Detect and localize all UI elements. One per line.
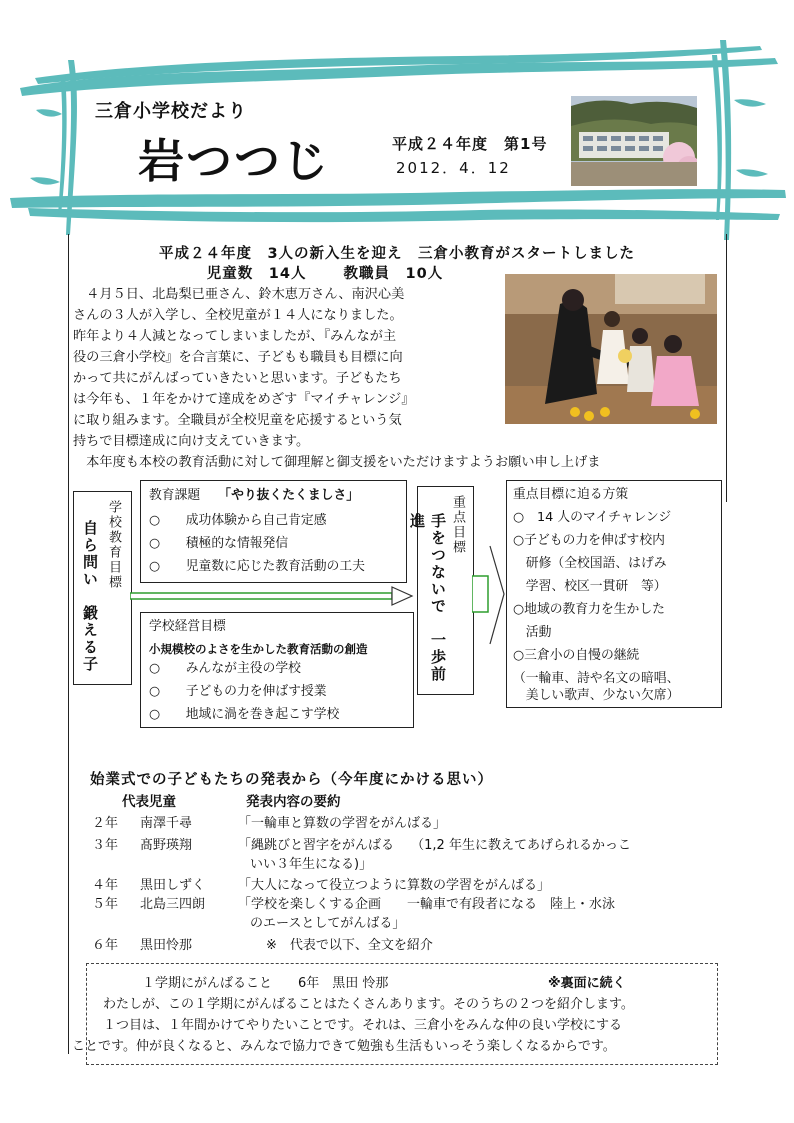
right-border-line <box>726 234 727 502</box>
article-line: さんの３人が入学し、全校児童が１４人になりました。 <box>73 308 403 323</box>
speech-name: 髙野瑛翔 <box>140 838 193 853</box>
article-subheadline: 児童数 14人 教職員 10人 <box>206 266 444 282</box>
left-border-line <box>68 234 69 1054</box>
speech-text: 「一輪車と算数の学習をがんばる」 <box>238 816 447 831</box>
measures-box <box>506 480 722 708</box>
focus-goal-label: 重点目標 <box>450 495 465 555</box>
education-task-box <box>140 480 407 583</box>
essay-line: ことです。仲が良くなると、みんなで協力できて勉強も生活もいっそう楽しくなるからです。 <box>72 1039 616 1054</box>
task-item: ○ 児童数に応じた教育活動の工夫 <box>149 559 365 574</box>
task-title: 「やり抜くたくましさ」 <box>218 488 360 503</box>
article-headline: 平成２４年度 3人の新入生を迎え 三倉小教育がスタートしました <box>158 246 636 262</box>
article-line: に取り組みます。全職員が全校児童を応援するという気 <box>73 413 402 428</box>
speech-text-continued: のエースとしてがんばる」 <box>250 916 406 931</box>
entrance-ceremony-photo <box>505 274 717 424</box>
essay-heading: １学期にがんばること 6年 黒田 怜那 <box>142 976 389 991</box>
issue-number: 平成２４年度 第1号 <box>392 135 548 153</box>
focus-goal-text: 手をつないで 一歩前進 <box>408 513 447 683</box>
school-building-photo <box>571 96 697 186</box>
management-goal-box <box>140 612 414 728</box>
column-representative: 代表児童 <box>122 794 176 810</box>
speech-text-continued: いい３年生になる)」 <box>250 857 373 872</box>
speech-text: 「縄跳びと習字をがんばる （1,2 年生に教えてあげられるかっこ <box>238 838 631 853</box>
task-item: ○ 積極的な情報発信 <box>149 536 289 551</box>
speech-name: 黒田しずく <box>140 878 206 893</box>
article-line: 役の三倉小学校』を合言葉に、子どもも職員も目標に向 <box>73 350 403 365</box>
speech-name: 黒田怜那 <box>140 938 193 953</box>
article-line: は今年も、１年をかけて達成をめざす『マイチャレンジ』 <box>73 392 415 407</box>
measure-item: ○子どもの力を伸ばす校内 <box>513 533 665 548</box>
speech-grade: ４年 <box>92 878 119 893</box>
measure-item: （一輪車、詩や名文の暗唱、 <box>513 671 680 686</box>
article-line: ４月５日、北島梨已亜さん、鈴木恵万さん、南沢心美 <box>73 287 405 302</box>
measure-item: 学習、校区一貫研 等） <box>513 579 667 594</box>
focus-goal-box <box>408 486 474 695</box>
school-goal-label: 学校教育目標 <box>106 500 121 590</box>
management-item: ○ みんなが主役の学校 <box>149 661 301 676</box>
task-label: 教育課題 <box>149 488 201 503</box>
speech-name: 南澤千尋 <box>140 816 193 831</box>
article-body <box>73 284 503 452</box>
management-item: ○ 子どもの力を伸ばす授業 <box>149 684 327 699</box>
speech-grade: ２年 <box>92 816 119 831</box>
essay-line: １つ目は、１年間かけてやりたいことです。それは、三倉小をみんな仲の良い学校にする <box>90 1018 622 1033</box>
measure-item: 研修（全校国語、はげみ <box>513 556 667 571</box>
newsletter-subtitle: 三倉小学校だより <box>95 101 247 122</box>
speech-text: ※ 代表で以下、全文を紹介 <box>266 938 433 953</box>
measure-item: ○ 14 人のマイチャレンジ <box>513 510 672 525</box>
speeches-title: 始業式での子どもたちの発表から（今年度にかける思い） <box>90 772 493 788</box>
school-goal-box <box>73 491 132 685</box>
continued-note: ※裏面に続く <box>548 976 626 991</box>
task-item: ○ 成功体験から自己肯定感 <box>149 513 327 528</box>
management-label: 学校経営目標 <box>149 619 226 634</box>
right-arrow-icon <box>130 585 414 609</box>
speech-grade: ３年 <box>92 838 119 853</box>
speech-grade: ６年 <box>92 938 119 953</box>
measure-item: 活動 <box>513 625 552 640</box>
speech-grade: ５年 <box>92 897 119 912</box>
measure-item: ○地域の教育力を生かした <box>513 602 665 617</box>
article-line: 持ちで目標達成に向け支えていきます。 <box>73 434 310 449</box>
article-line: 昨年より４人減となってしまいましたが、『みんなが主 <box>73 329 397 344</box>
issue-date: 2012．4．12 <box>396 159 511 177</box>
bracket-arrow-icon <box>472 540 506 650</box>
measure-item: ○三倉小の自慢の継続 <box>513 648 640 663</box>
essay-line: わたしが、この１学期にがんばることはたくさんあります。そのうちの２つを紹介します。 <box>90 997 634 1012</box>
speech-text: 「大人になって役立つように算数の学習をがんばる」 <box>238 878 551 893</box>
speech-name: 北島三四朗 <box>140 897 206 912</box>
article-line: かって共にがんばっていきたいと思います。子どもたち <box>73 371 402 386</box>
column-summary: 発表内容の要約 <box>246 794 341 810</box>
measures-title: 重点目標に迫る方策 <box>513 487 629 502</box>
management-item: ○ 地域に渦を巻き起こす学校 <box>149 707 340 722</box>
school-goal-text: 自ら問い 鍛える子 <box>81 520 99 673</box>
measure-item: 美しい歌声、少ない欠席） <box>513 688 680 703</box>
newsletter-title: 岩つつじ <box>138 134 330 188</box>
article-closing-line: 本年度も本校の教育活動に対して御理解と御支援をいただけますようお願い申し上げま <box>73 455 601 470</box>
management-title: 小規模校のよさを生かした教育活動の創造 <box>149 642 368 656</box>
speech-text: 「学校を楽しくする企画 一輪車で有段者になる 陸上・水泳 <box>238 897 616 912</box>
